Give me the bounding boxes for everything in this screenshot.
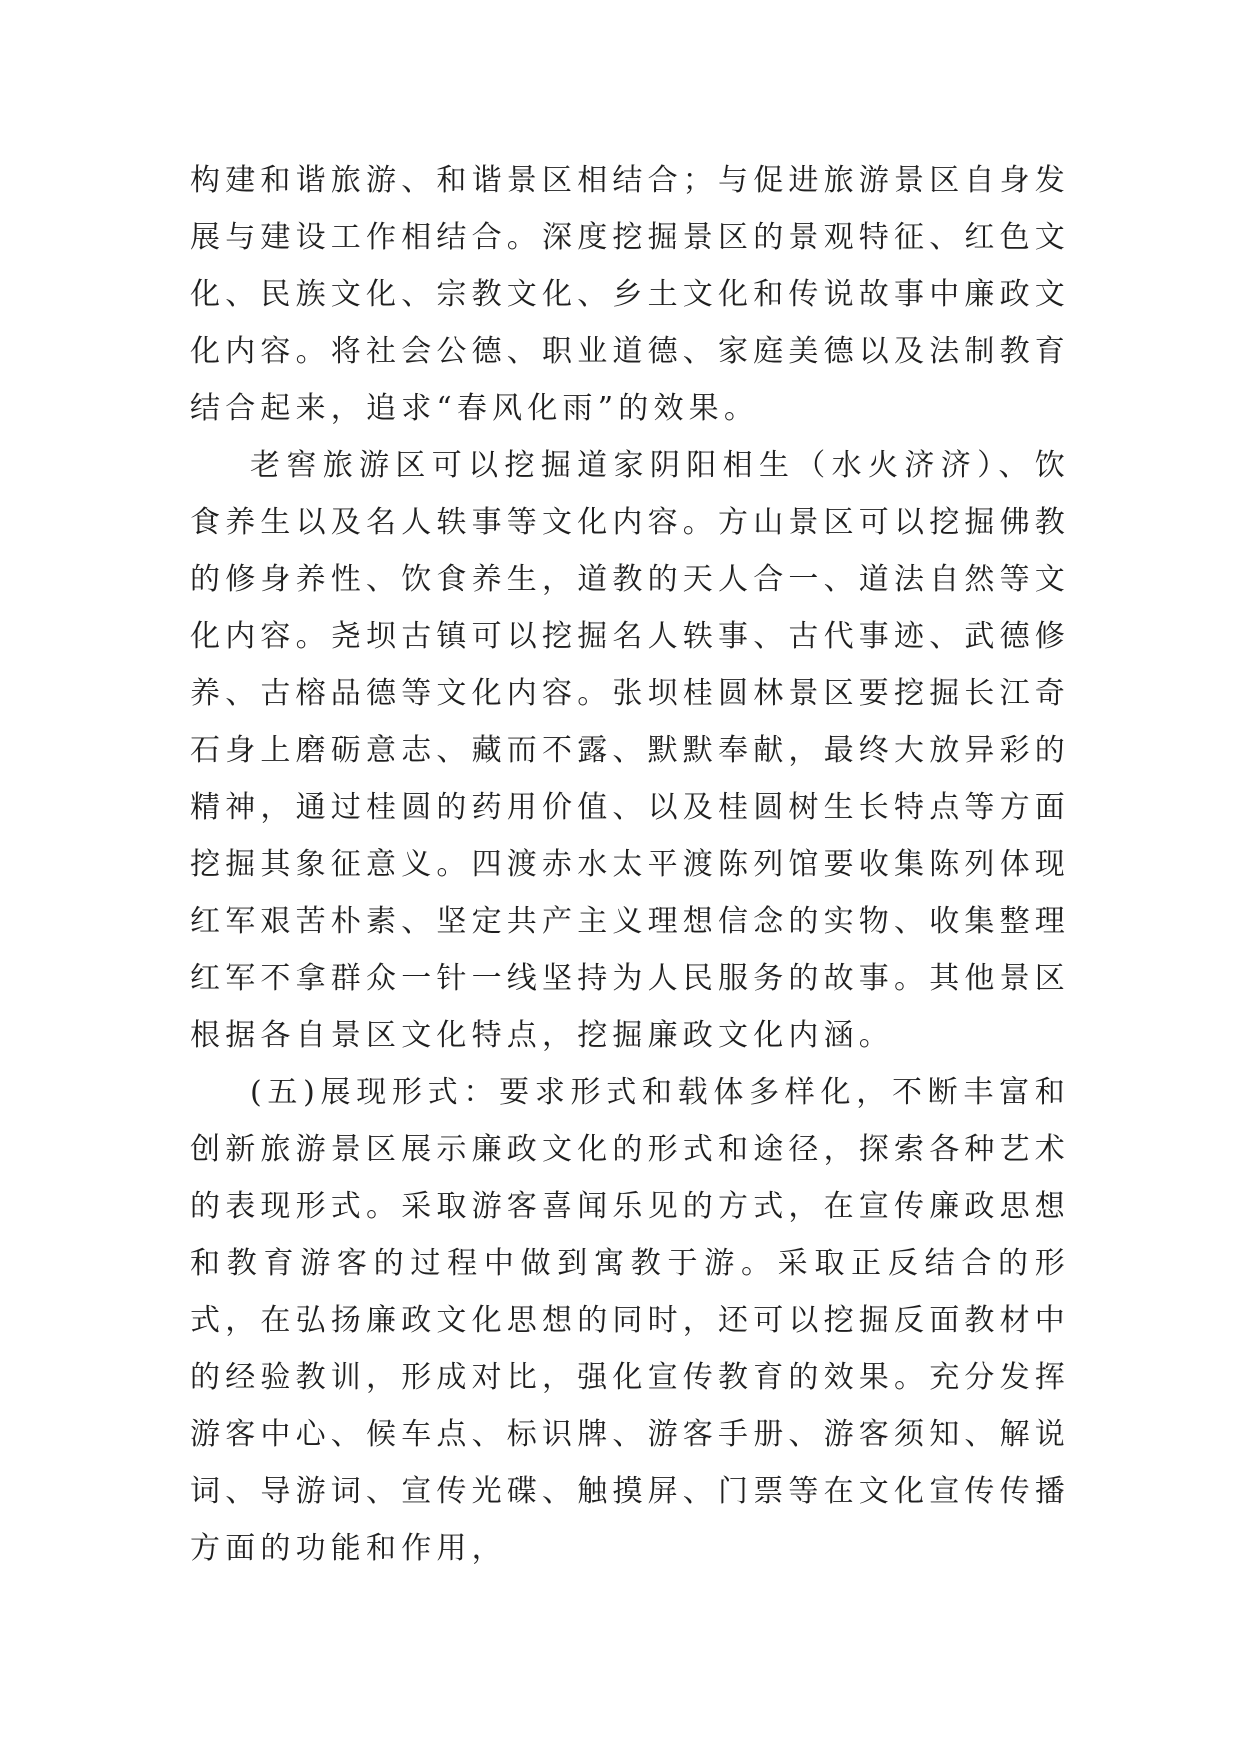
paragraph-3: (五)展现形式：要求形式和载体多样化，不断丰富和创新旅游景区展示廉政文化的形式和途径，探索各种艺术的表现形式。采取游客喜闻乐见的方式，在宣传廉政思想和教育游客的过程中做到寓教于游。采取正反结合的形式，在弘扬廉政文化思想的同时，还可以挖掘反面教材中的经验教训，形成对比，强化宣传教育的效果。充分发挥游客中心、候车点、标识牌、游客手册、游客须知、解说词、导游词、宣传光碟、触摸屏、门票等在文化宣传传播方面的功能和作用，: [190, 1075, 1070, 1566]
paragraph-1: 构建和谐旅游、和谐景区相结合；与促进旅游景区自身发展与建设工作相结合。深度挖掘景区的景观特征、红色文化、民族文化、宗教文化、乡土文化和传说故事中廉政文化内容。将社会公德、职业道德、家庭美德以及法制教育结合起来，追求“春风化雨”的效果。: [190, 163, 1070, 426]
paragraph-2: 老窖旅游区可以挖掘道家阴阳相生（水火济济）、饮食养生以及名人轶事等文化内容。方山景区可以挖掘佛教的修身养性、饮食养生，道教的天人合一、道法自然等文化内容。尧坝古镇可以挖掘名人轶事、古代事迹、武德修养、古榕品德等文化内容。张坝桂圆林景区要挖掘长江奇石身上磨砺意志、藏而不露、默默奉献，最终大放异彩的精神，通过桂圆的药用价值、以及桂圆树生长特点等方面挖掘其象征意义。四渡赤水太平渡陈列馆要收集陈列体现红军艰苦朴素、坚定共产主义理想信念的实物、收集整理红军不拿群众一针一线坚持为人民服务的故事。其他景区根据各自景区文化特点，挖掘廉政文化内涵。: [190, 448, 1070, 1053]
body-text: [190, 152, 1070, 1577]
